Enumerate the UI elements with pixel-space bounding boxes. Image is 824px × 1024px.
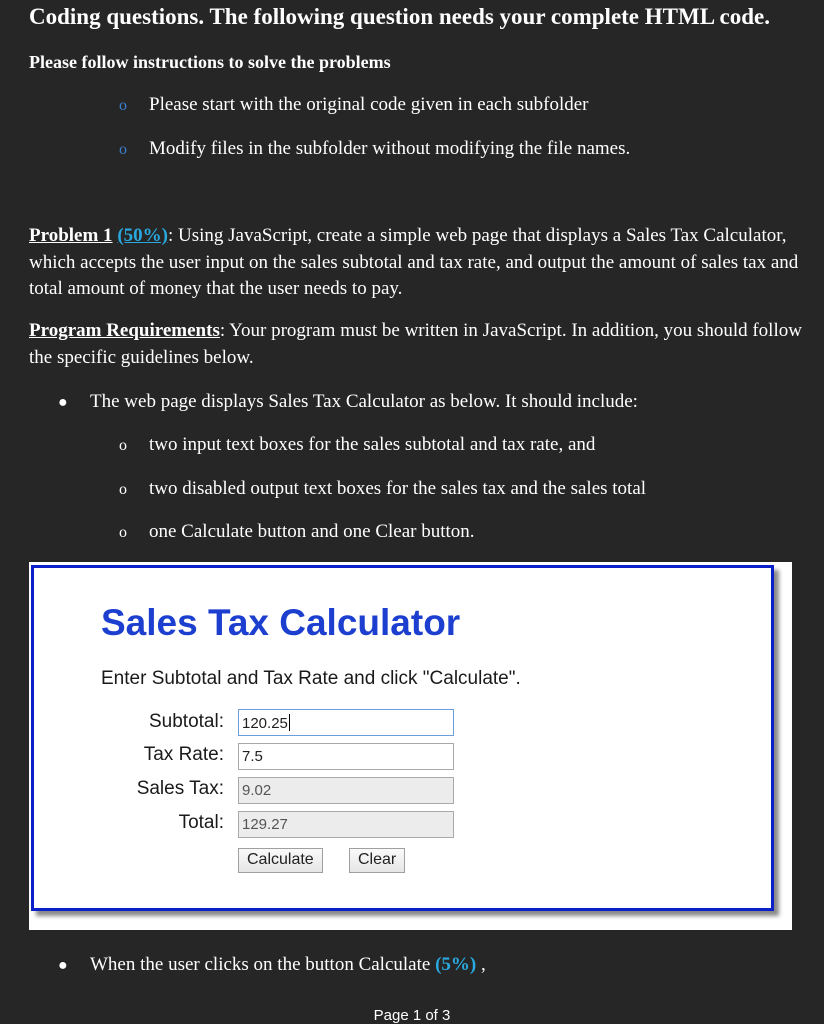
problem-paragraph	[29, 223, 819, 303]
calculator-screenshot	[29, 562, 792, 930]
instruction-text: Please start with the original code given in each subfolder	[149, 94, 589, 115]
circle-bullet-icon: o	[119, 524, 127, 541]
instruction-item	[119, 94, 589, 116]
subtotal-label: Subtotal:	[149, 711, 224, 732]
calculate-button[interactable]: Calculate	[238, 848, 323, 873]
instructions-heading: Please follow instructions to solve the problems	[29, 52, 391, 72]
sales-tax-label: Sales Tax:	[136, 778, 224, 799]
problem-label: Problem 1	[29, 225, 113, 246]
bullet-dot-icon: ●	[58, 394, 68, 411]
bullet-percent: (5%)	[435, 954, 477, 975]
clear-button[interactable]: Clear	[349, 848, 405, 873]
page-title: Coding questions. The following question needs your complete HTML code.	[29, 4, 770, 29]
calculator-frame	[31, 565, 774, 911]
sales-tax-output: 9.02	[238, 777, 454, 804]
sub-item	[119, 434, 595, 456]
circle-bullet-icon: o	[119, 481, 127, 498]
circle-bullet-icon: o	[119, 97, 127, 114]
instruction-item	[119, 138, 630, 160]
sub-item	[119, 521, 475, 543]
tax-rate-input[interactable]: 7.5	[238, 743, 454, 770]
subtotal-input[interactable]	[238, 709, 454, 736]
bullet-item	[58, 954, 486, 976]
circle-bullet-icon: o	[119, 141, 127, 158]
sub-item	[119, 478, 646, 500]
instruction-text: Modify files in the subfolder without modifying the file names.	[149, 138, 631, 159]
sub-item-text: one Calculate button and one Clear button.	[149, 521, 475, 542]
requirements-paragraph	[29, 318, 819, 371]
page-number: Page 1 of 3	[373, 1007, 451, 1024]
problem-percent: (50%)	[117, 225, 168, 246]
bullet-item	[58, 391, 638, 413]
bullet-text: The web page displays Sales Tax Calculator as below. It should include:	[90, 391, 638, 412]
circle-bullet-icon: o	[119, 437, 127, 454]
bullet-dot-icon: ●	[58, 957, 68, 974]
requirements-text: : Your program must be written in JavaScript. In addition, you should follow the specific guidelines below.	[29, 320, 802, 368]
sub-item-text: two disabled output text boxes for the sales tax and the sales total	[149, 478, 647, 499]
problem-colon: :	[167, 225, 174, 246]
total-label: Total:	[178, 812, 224, 833]
calculator-instruction: Enter Subtotal and Tax Rate and click "Calculate".	[101, 668, 521, 689]
bullet-suffix: ,	[476, 954, 486, 975]
bullet-text: When the user clicks on the button Calculate	[90, 954, 436, 975]
problem-text: Using JavaScript, create a simple web page that displays a Sales Tax Calculator, which accepts the user input on the sales subtotal and tax rate, and output the amount of sales tax and total amount of money that the user needs to pay.	[29, 225, 799, 299]
sub-item-text: two input text boxes for the sales subtotal and tax rate, and	[149, 434, 596, 455]
text-caret	[289, 714, 290, 731]
tax-rate-label: Tax Rate:	[143, 744, 224, 765]
requirements-label: Program Requirements	[29, 320, 220, 341]
total-output: 129.27	[238, 811, 454, 838]
calculator-title: Sales Tax Calculator	[101, 602, 461, 643]
subtotal-value: 120.25	[242, 715, 288, 732]
